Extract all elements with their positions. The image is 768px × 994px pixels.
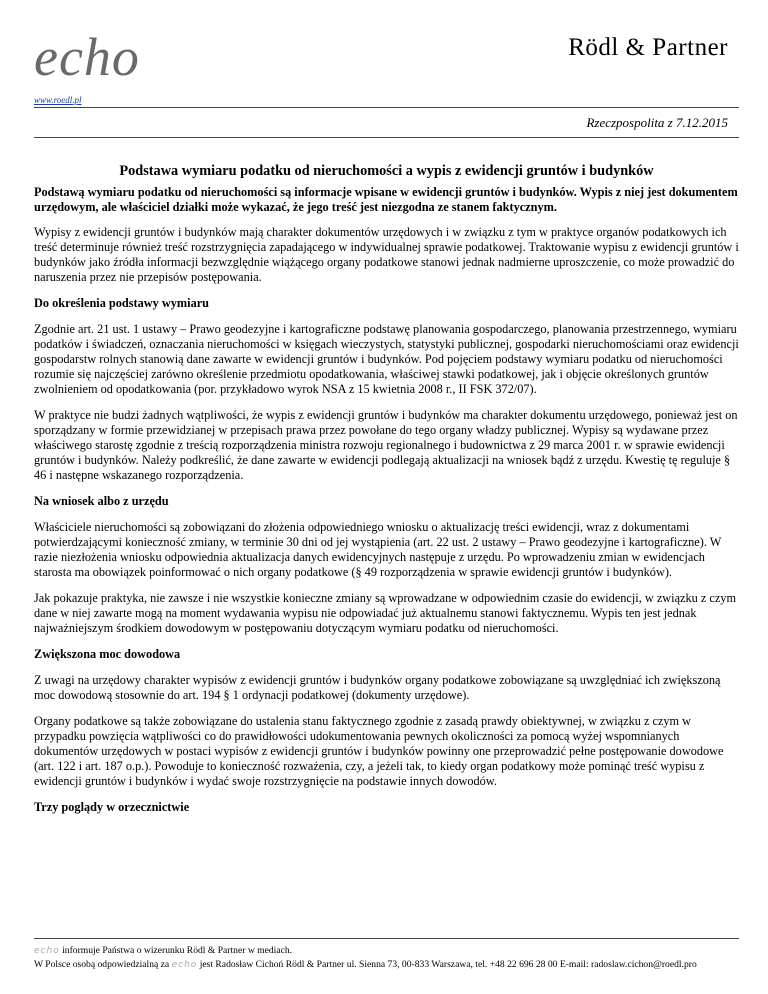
paragraph: Organy podatkowe są także zobowiązane do ustalenia stanu faktycznego zgodnie z zasadą prawdy obiektywnej, w związku z czym w przypadku powzięcia wątpliwości co do prawidłowości udokumentowania pewnych okoliczności za pomocą wyżej wspomnianych dokumentów urzędowych w postaci wypisów z ewidencji gruntów i budynków powinny one przeprowadzić pełne postępowanie dowodowe (art. 122 i art. 187 o.p.). Powoduje to konieczność rozważenia, czy, a jeżeli tak, to kiedy organ podatkowy może pominąć treść wypisu z ewidencji gruntów i budynków i wydać swoje rozstrzygnięcie na podstawie innych dowodów. <box>34 714 724 788</box>
footer-text-2b: jest Radosław Cichoń Rödl & Partner ul. Sienna 73, 00-833 Warszawa, tel. +48 22 696 28 00 E-mail: radoslaw.cichon@roedl.pro <box>199 959 697 970</box>
footer-echo-logo: echo <box>34 946 60 956</box>
paragraph: Jak pokazuje praktyka, nie zawsze i nie wszystkie konieczne zmiany są wprowadzane w odpowiednim czasie do ewidencji, w związku z czym dane w niej zawarte mogą na moment wydawania wypisu nie odpowiadać już aktualnemu stanowi faktycznemu. Wypis ten jest jednak najważniejszym środkiem dowodowym w postępowaniu dotyczącym wymiaru podatku od nieruchomości. <box>34 591 737 635</box>
footer <box>34 944 754 972</box>
header-divider <box>34 107 739 108</box>
footer-text-1: informuje Państwa o wizerunku Rödl & Partner w mediach. <box>62 945 293 956</box>
section-heading: Zwiększona moc dowodowa <box>34 647 181 661</box>
footer-divider <box>34 938 739 939</box>
echo-logo: echo <box>34 27 140 87</box>
paragraph: Wypisy z ewidencji gruntów i budynków mają charakter dokumentów urzędowych i w związku z tym w praktyce organów podatkowych ich treść determinuje również treść rozstrzygnięcia zapadającego w indywidualnej sprawie podatkowej. Traktowanie wypisu z ewidencji gruntów i budynków jako źródła informacji bezwzględnie wiążącego organy podatkowe stanowi jednak nadmierne uproszczenie, co może prowadzić do naruszenia przez nie przepisów postępowania. <box>34 225 739 284</box>
article-lead: Podstawą wymiaru podatku od nieruchomości są informacje wpisane w ewidencji gruntów i budynków. Wypis z niej jest dokumentem urzędowym, ale właściciel działki może wykazać, że jego treść jest niezgodna ze stanem faktycznym. <box>34 185 738 214</box>
section-heading: Trzy poglądy w orzecznictwie <box>34 800 190 814</box>
footer-line-1 <box>34 944 754 958</box>
article-title: Podstawa wymiaru podatku od nieruchomości a wypis z ewidencji gruntów i budynków <box>119 163 654 179</box>
website-link[interactable]: www.roedl.pl <box>34 95 82 105</box>
source-divider <box>34 137 739 138</box>
paragraph: Właściciele nieruchomości są zobowiązani do złożenia odpowiedniego wniosku o aktualizację treści ewidencji, wraz z dokumentami potwierdzającymi konieczność zmiany, w terminie 30 dni od jej wystąpienia (art. 22 ust. 2 ustawy – Prawo geodezyjne i kartograficzne). W razie niezłożenia wniosku odpowiednia aktualizacja danych ewidencyjnych następuje z urzędu. Po wprowadzeniu zmian w ewidencjach starosta ma obowiązek poinformować o nich organy podatkowe (§ 49 rozporządzenia w sprawie ewidencji gruntów i budynków). <box>34 520 722 579</box>
paragraph: Z uwagi na urzędowy charakter wypisów z ewidencji gruntów i budynków organy podatkowe zobowiązane są uwzględniać ich zwiększoną moc dowodową stosownie do art. 194 § 1 ordynacji podatkowej (dokumenty urzędowe). <box>34 673 721 702</box>
paragraph: Zgodnie art. 21 ust. 1 ustawy – Prawo geodezyjne i kartograficzne podstawę planowania gospodarczego, planowania przestrzennego, wymiaru podatków i świadczeń, oznaczania nieruchomości w księgach wieczystych, statystyki publicznej, gospodarki nieruchomościami oraz ewidencji gospodarstw rolnych stanowią dane zawarte w ewidencji gruntów i budynków. Pod pojęciem podstawy wymiaru podatku od nieruchomości rozumie się najczęściej zarówno określenie przedmiotu opodatkowania, właściwej stawki podatkowej, jak i objęcie określonych gruntów zwolnieniem od opodatkowania (por. przykładowo wyrok NSA z 15 kwietnia 2008 r., II FSK 372/07). <box>34 322 739 396</box>
footer-echo-logo-inline: echo <box>171 960 198 970</box>
section-heading: Na wniosek albo z urzędu <box>34 494 169 508</box>
article-body <box>34 164 739 826</box>
footer-text-2a: W Polsce osobą odpowiedzialną za <box>34 959 170 970</box>
publication-source: Rzeczpospolita z 7.12.2015 <box>586 115 728 130</box>
footer-line-2 <box>34 958 754 972</box>
brand-name: Rödl & Partner <box>568 34 728 61</box>
paragraph: W praktyce nie budzi żadnych wątpliwości, że wypis z ewidencji gruntów i budynków ma charakter dokumentu urzędowego, ponieważ jest on sporządzany w formie przewidzianej w przepisach prawa przez powołane do tego organy władzy publicznej. Wypisy są wydawane przez właściwego starostę zgodnie z treścią rozporządzenia ministra rozwoju regionalnego i budownictwa z 29 marca 2001 r. w sprawie ewidencji gruntów i budynków. Należy podkreślić, że dane zawarte w ewidencji podlegają aktualizacji na wniosek bądź z urzędu. Kwestię tę reguluje § 46 i następne wskazanego rozporządzenia. <box>34 408 738 482</box>
section-heading: Do określenia podstawy wymiaru <box>34 296 210 310</box>
